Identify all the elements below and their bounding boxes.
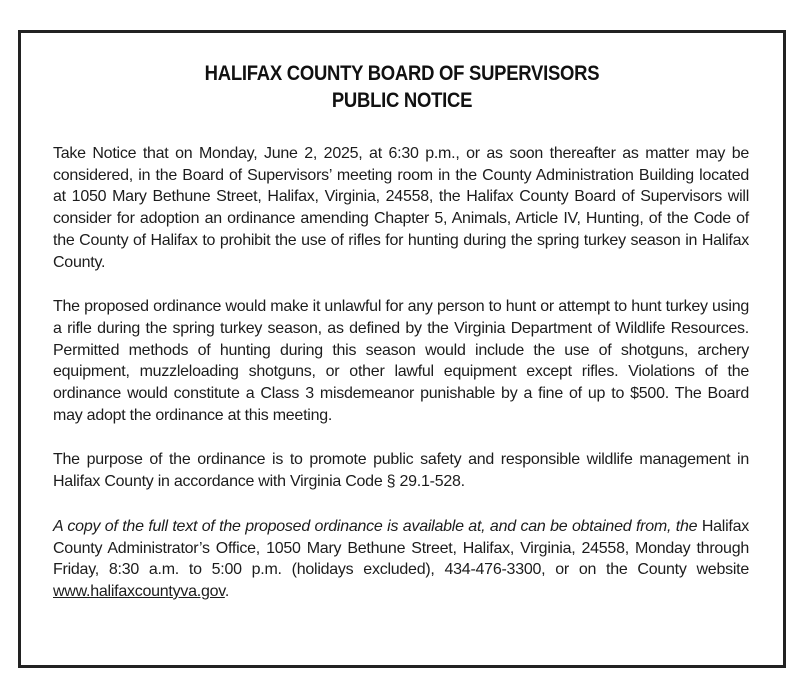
notice-subtitle: PUBLIC NOTICE: [331, 89, 473, 112]
purpose-paragraph: The purpose of the ordinance is to promote public safety and responsible wildlife management in Halifax County in accordance with Virginia Code § 29.1-528.: [53, 451, 749, 491]
notice-title: HALIFAX COUNTY BOARD OF SUPERVISORS: [204, 62, 600, 85]
notice-header: [21, 60, 783, 114]
availability-paragraph: [53, 516, 749, 603]
availability-trailing-period: .: [224, 582, 230, 600]
public-notice-box: [18, 30, 786, 668]
availability-details: Halifax County Administrator’s Office, 1050 Mary Bethune Street, Halifax, Virginia, 24558, Monday through Friday, 8:30 a.m. to 5:00 p.m. (holidays excluded), 434-476-3300, or on the County website: [53, 517, 749, 579]
availability-italic-lead: A copy of the full text of the proposed ordinance is available at, and can be obtained from, the: [53, 517, 698, 535]
notice-body: [53, 143, 749, 626]
ordinance-description-paragraph: The proposed ordinance would make it unlawful for any person to hunt or attempt to hunt turkey using a rifle during the spring turkey season, as defined by the Virginia Department of Wildlife Resources. Permitted methods of hunting during this season would include the use of shotguns, archery equipment, muzzleloading shotguns, or other lawful equipment except rifles. Violations of the ordinance would constitute a Class 3 misdemeanor punishable by a fine of up to $500. The Board may adopt the ordinance at this meeting.: [53, 298, 749, 424]
county-website-link[interactable]: www.halifaxcountyva.gov: [53, 582, 225, 600]
meeting-paragraph: Take Notice that on Monday, June 2, 2025, at 6:30 p.m., or as soon thereafter as matter may be considered, in the Board of Supervisors’ meeting room in the County Administration Building located at 1050 Mary Bethune Street, Halifax, Virginia, 24558, the Halifax County Board of Supervisors will consider for adoption an ordinance amending Chapter 5, Animals, Article IV, Hunting, of the Code of the County of Halifax to prohibit the use of rifles for hunting during the spring turkey season in Halifax County.: [53, 145, 749, 271]
